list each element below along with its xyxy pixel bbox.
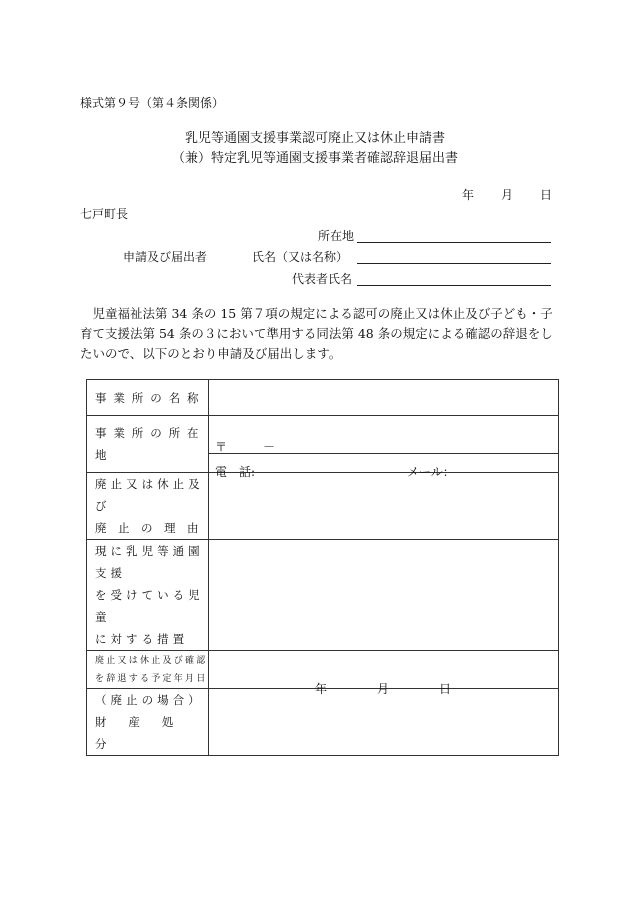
name-underline[interactable] xyxy=(357,263,551,264)
facility-address-label: 事業所の所在地 xyxy=(87,416,209,473)
address-underline[interactable] xyxy=(357,242,551,243)
form-title-line2: （兼）特定乳児等通園支援事業者確認辞退届出書 xyxy=(171,151,458,166)
phone-label: 電 話: xyxy=(215,465,256,479)
postal-dash: － xyxy=(263,439,276,454)
date-year-label: 年 xyxy=(462,188,475,202)
row-property-disposal xyxy=(87,689,559,756)
measures-label: 現に乳児等通園支援 を受けている児童 に対する措置 xyxy=(87,540,209,651)
row-reason xyxy=(87,473,559,540)
facility-name-field[interactable] xyxy=(209,380,559,416)
form-title-line1: 乳児等通園支援事業認可廃止又は休止申請書 xyxy=(184,131,445,146)
row-measures xyxy=(87,540,559,651)
name-label: 氏名（又は名称） xyxy=(252,250,349,264)
date-month-label: 月 xyxy=(501,188,514,202)
rep-label: 代表者氏名 xyxy=(292,272,353,286)
applicant-role-label: 申請及び届出者 xyxy=(123,250,208,264)
planned-year-label: 年 xyxy=(315,681,328,696)
addressee: 七戸町長 xyxy=(80,207,129,221)
property-disposal-label: （廃止の場合） 財 産 処 分 xyxy=(87,689,209,756)
form-number: 様式第９号（第４条関係） xyxy=(80,96,225,110)
reason-field[interactable] xyxy=(209,473,559,540)
rep-underline[interactable] xyxy=(357,285,551,286)
row-facility-name xyxy=(87,380,559,416)
row-facility-address xyxy=(87,416,559,454)
planned-date-field[interactable] xyxy=(209,651,559,696)
planned-day-label: 日 xyxy=(439,681,452,696)
date-day-label: 日 xyxy=(540,188,553,202)
body-text: 児童福祉法第 34 条の 15 第７項の規定による認可の廃止又は休止及び子ども・子育て支援法第 54 条の３において準用する同法第 48 条の規定による確認の辞退をしたいので、以下のとおり申請及び届出します。 xyxy=(80,306,553,361)
application-table xyxy=(86,379,559,756)
mail-label: メール： xyxy=(407,465,455,479)
facility-name-label: 事業所の名称 xyxy=(87,380,209,416)
reason-label: 廃止又は休止及び 廃 止 の 理 由 xyxy=(87,473,209,540)
planned-date-label: 廃止又は休止及び確認 を辞退する予定年月日 xyxy=(87,651,209,689)
address-label: 所在地 xyxy=(318,229,355,243)
measures-field[interactable] xyxy=(209,540,559,651)
postal-address-field[interactable] xyxy=(209,416,559,454)
postal-mark: 〒 xyxy=(215,439,228,454)
property-disposal-field[interactable] xyxy=(209,689,559,756)
row-planned-date xyxy=(87,651,559,689)
contact-field[interactable] xyxy=(209,454,559,479)
planned-month-label: 月 xyxy=(377,681,390,696)
